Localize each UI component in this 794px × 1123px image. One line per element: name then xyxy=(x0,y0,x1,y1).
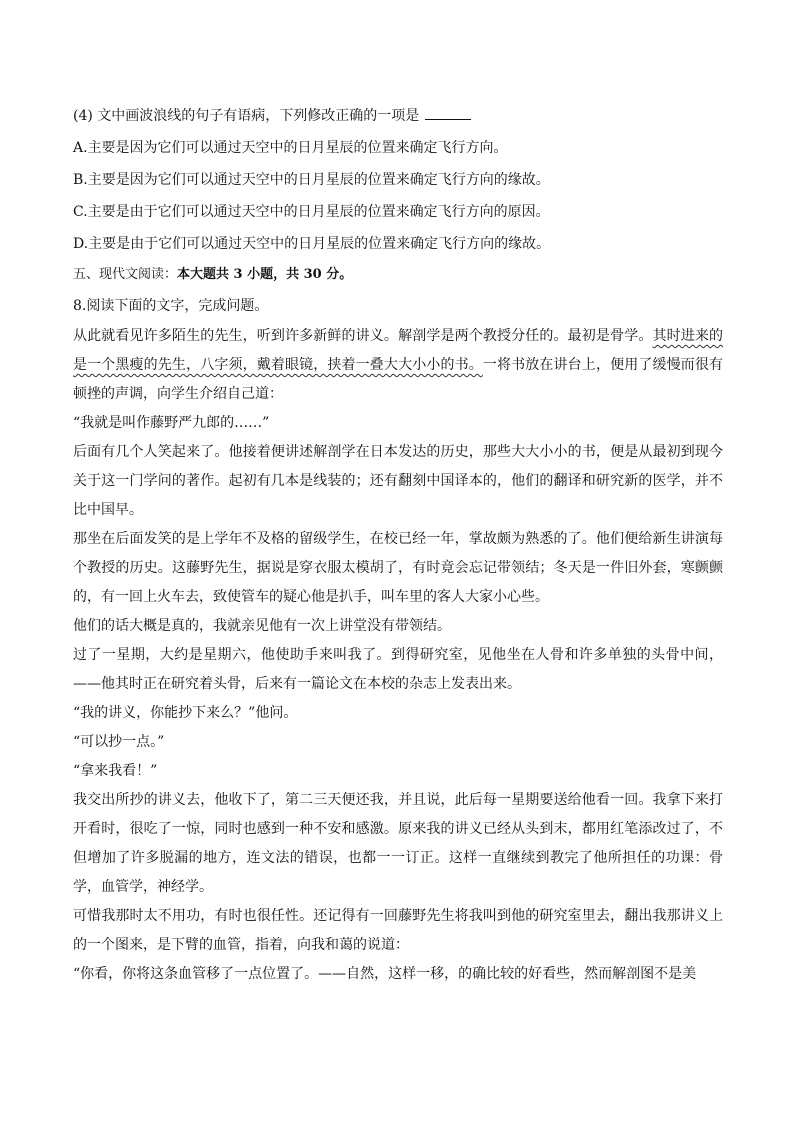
passage-paragraph-5: 他们的话大概是真的，我就亲见他有一次上讲堂没有带领结。 xyxy=(73,618,451,634)
question-8-stem: 8.阅读下面的文字，完成问题。 xyxy=(73,298,269,314)
passage-paragraph-11: 可惜我那时太不用功，有时也很任性。还记得有一回藤野先生将我叫到他的研究室里去，翻出我那讲义上的一个图来，是下臂的血管，指着，向我和蔼的说道： xyxy=(73,908,723,953)
document-page xyxy=(73,100,723,989)
option-a: A.主要是因为它们可以通过天空中的日月星辰的位置来确定飞行方向。 xyxy=(73,140,508,156)
answer-blank xyxy=(425,107,471,120)
passage-paragraph-12: “你看，你将这条血管移了一点位置了。——自然，这样一移，的确比较的好看些，然而解剖图不是美 xyxy=(73,966,697,982)
passage-paragraph-8: “可以抄一点。” xyxy=(73,734,165,750)
passage-paragraph-6: 过了一星期，大约是星期六，他使助手来叫我了。到得研究室，见他坐在人骨和许多单独的头骨中间，——他其时正在研究着头骨，后来有一篇论文在本校的杂志上发表出来。 xyxy=(73,647,723,692)
passage-text: 一将书放在讲台上，便用了缓慢而很有顿挫的声调，向学生介绍自己道： xyxy=(73,357,724,402)
section-5-prefix: 五、现代文阅读： xyxy=(73,267,178,282)
passage-paragraph-9: “拿来我看！” xyxy=(73,763,158,779)
option-d: D.主要是由于它们可以通过天空中的日月星辰的位置来确定飞行方向的缘故。 xyxy=(73,236,551,252)
section-5-heading xyxy=(73,260,723,290)
passage-paragraph-7: “我的讲义，你能抄下来么？”他问。 xyxy=(73,705,298,721)
passage-paragraph-1 xyxy=(73,322,723,409)
option-b: B.主要是因为它们可以通过天空中的日月星辰的位置来确定飞行方向的缘故。 xyxy=(73,172,550,188)
passage-paragraph-4: 那坐在后面发笑的是上学年不及格的留级学生，在校已经一年，掌故颇为熟悉的了。他们便给新生讲演每个教授的历史。这藤野先生，据说是穿衣服太模胡了，有时竟会忘记带领结；冬天是一件旧外套，寒颤颤的，有一回上火车去，致使管车的疑心他是扒手，叫车里的客人大家小心些。 xyxy=(73,531,723,605)
question-4-stem xyxy=(73,100,723,132)
section-5-info: 本大题共 3 小题，共 30 分。 xyxy=(177,267,353,282)
passage-paragraph-3: 后面有几个人笑起来了。他接着便讲述解剖学在日本发达的历史，那些大大小小的书，便是从最初到现今关于这一门学问的著作。起初有几本是线装的；还有翻刻中国译本的，他们的翻译和研究新的医学，并不比中国早。 xyxy=(73,444,723,518)
passage-paragraph-10: 我交出所抄的讲义去，他收下了，第二三天便还我，并且说，此后每一星期要送给他看一回。我拿下来打开看时，很吃了一惊，同时也感到一种不安和感激。原来我的讲义已经从头到末，都用红笔添改过了，不但增加了许多脱漏的地方，连文法的错误，也都一一订正。这样一直继续到教完了他所担任的功课：骨学，血管学，神经学。 xyxy=(73,792,723,895)
passage-text: 从此就看见许多陌生的先生，听到许多新鲜的讲义。解剖学是两个教授分任的。最初是骨学。 xyxy=(73,328,653,344)
passage-paragraph-2: “我就是叫作藤野严九郎的……” xyxy=(73,415,270,431)
wavy-underlined-sentence: 其时进来的是一个黑瘦的先生，八字须，戴着眼镜，挟着一叠大大小小的书。 xyxy=(73,328,724,373)
option-c: C.主要是由于它们可以通过天空中的日月星辰的位置来确定飞行方向的原因。 xyxy=(73,204,550,220)
question-4-stem-text: (4) 文中画波浪线的句子有语病，下列修改正确的一项是 xyxy=(73,108,420,124)
